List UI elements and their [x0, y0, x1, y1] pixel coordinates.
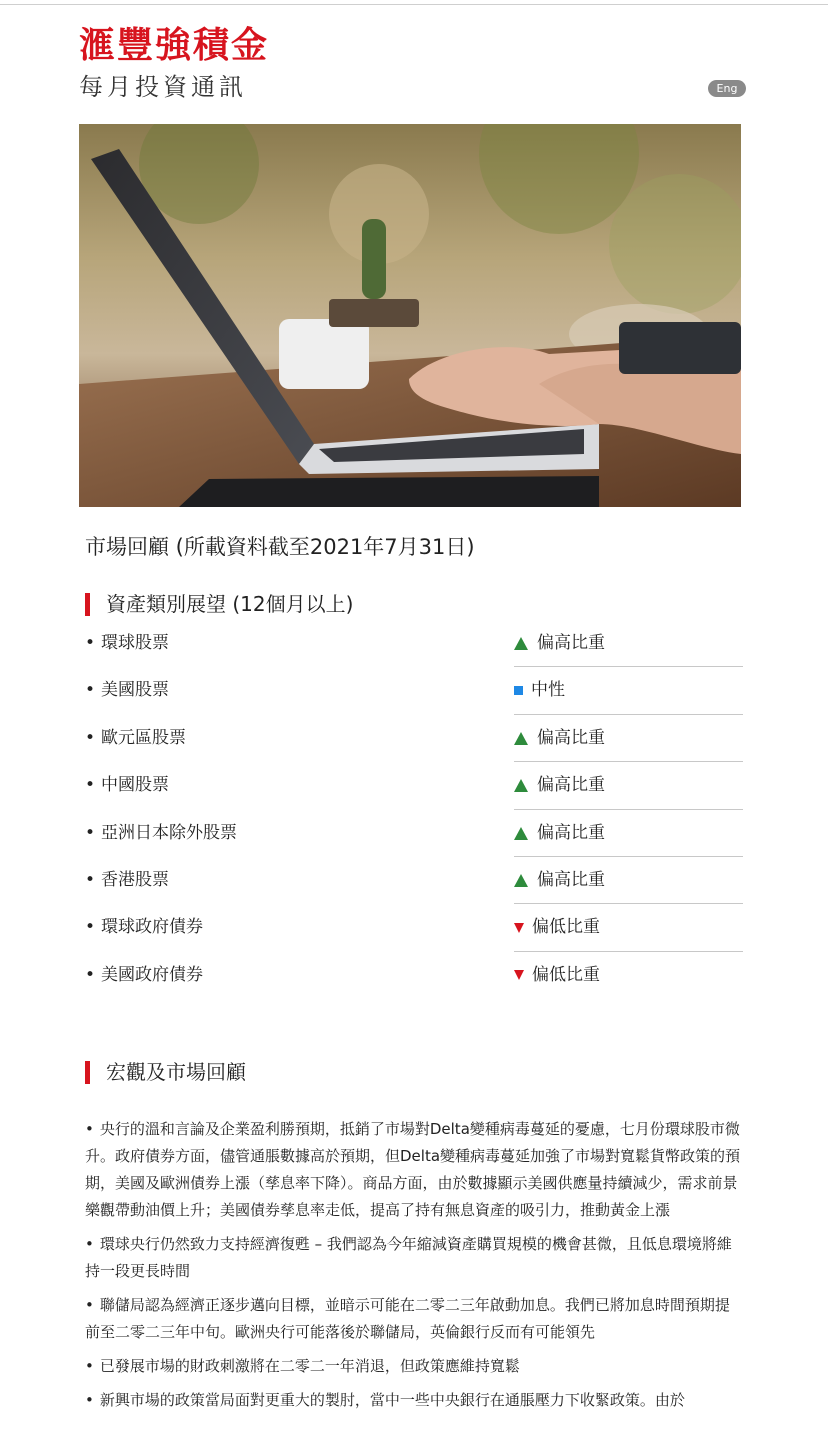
asset-name: • 香港股票	[85, 857, 169, 904]
rating-label: 偏低比重	[532, 917, 600, 938]
brand-logo-text: 滙豐強積金	[79, 25, 270, 66]
asset-name: • 歐元區股票	[85, 715, 186, 762]
macro-review-heading	[85, 1059, 246, 1085]
down-triangle-icon	[514, 923, 524, 933]
macro-review-list	[85, 1116, 743, 1421]
asset-rating	[514, 667, 565, 714]
up-triangle-icon	[514, 732, 528, 745]
rating-label: 偏高比重	[537, 633, 605, 653]
asset-name: • 亞洲日本除外股票	[85, 810, 237, 857]
table-row	[85, 620, 743, 667]
asset-outlook-table	[85, 620, 743, 999]
up-triangle-icon	[514, 827, 528, 840]
asset-name: • 美國股票	[85, 667, 169, 714]
list-item: • 環球央行仍然致力支持經濟復甦 – 我們認為今年縮減資產購買規模的機會甚微，且低息環境將維持一段更長時間	[85, 1231, 743, 1285]
asset-rating	[514, 715, 605, 762]
list-item: • 已發展市場的財政刺激將在二零二一年消退，但政策應維持寬鬆	[85, 1353, 743, 1380]
up-triangle-icon	[514, 637, 528, 650]
market-review-title: 市場回顧 (所載資料截至2021年7月31日)	[85, 535, 475, 559]
list-item: • 新興市場的政策當局面對更重大的製肘，當中一些中央銀行在通脹壓力下收緊政策。由於	[85, 1387, 743, 1414]
rating-label: 偏低比重	[532, 964, 600, 985]
up-triangle-icon	[514, 874, 528, 887]
list-item: • 聯儲局認為經濟正逐步邁向目標，並暗示可能在二零二三年啟動加息。我們已將加息時間預期提前至二零二三年中旬。歐洲央行可能落後於聯儲局，英倫銀行反而有可能領先	[85, 1292, 743, 1346]
asset-rating	[514, 857, 605, 904]
asset-outlook-heading	[85, 591, 353, 617]
asset-outlook-title: 資產類別展望 (12個月以上)	[106, 592, 354, 616]
neutral-square-icon	[514, 686, 523, 695]
rating-label: 偏高比重	[537, 869, 605, 890]
table-row	[85, 810, 743, 857]
macro-review-title: 宏觀及市場回顧	[106, 1060, 246, 1084]
rating-label: 偏高比重	[537, 727, 605, 748]
top-divider	[0, 0, 828, 5]
asset-rating	[514, 810, 605, 857]
asset-name: • 中國股票	[85, 762, 169, 809]
table-row	[85, 857, 743, 904]
laptop-typing-photo	[79, 124, 741, 507]
down-triangle-icon	[514, 970, 524, 980]
table-row	[85, 952, 743, 999]
language-toggle-button[interactable]: Eng	[708, 80, 746, 97]
hero-image	[79, 124, 741, 507]
table-row	[85, 904, 743, 951]
rating-label: 偏高比重	[537, 775, 605, 796]
asset-rating	[514, 904, 600, 951]
asset-name: • 環球股票	[85, 620, 169, 667]
asset-name: • 美國政府債券	[85, 952, 203, 999]
rating-label: 中性	[531, 680, 565, 701]
table-row	[85, 715, 743, 762]
heading-accent-bar	[85, 1061, 90, 1084]
table-row	[85, 667, 743, 714]
table-row	[85, 762, 743, 809]
asset-name: • 環球政府債券	[85, 904, 203, 951]
newsletter-subtitle: 每月投資通訊	[79, 73, 247, 101]
rating-label: 偏高比重	[537, 822, 605, 843]
asset-rating	[514, 952, 600, 999]
asset-rating	[514, 762, 605, 809]
asset-rating	[514, 620, 605, 667]
list-item: • 央行的溫和言論及企業盈利勝預期，抵銷了市場對Delta變種病毒蔓延的憂慮，七月份環球股市微升。政府債券方面，儘管通脹數據高於預期，但Delta變種病毒蔓延加強了市場對寬鬆貨幣政策的預期，美國及歐洲債券上漲（孳息率下降）。商品方面，由於數據顯示美國供應量持續減少，需求前景樂觀帶動油價上升；美國債券孳息率走低，提高了持有無息資產的吸引力，推動黃金上漲	[85, 1116, 743, 1224]
heading-accent-bar	[85, 593, 90, 616]
up-triangle-icon	[514, 779, 528, 792]
